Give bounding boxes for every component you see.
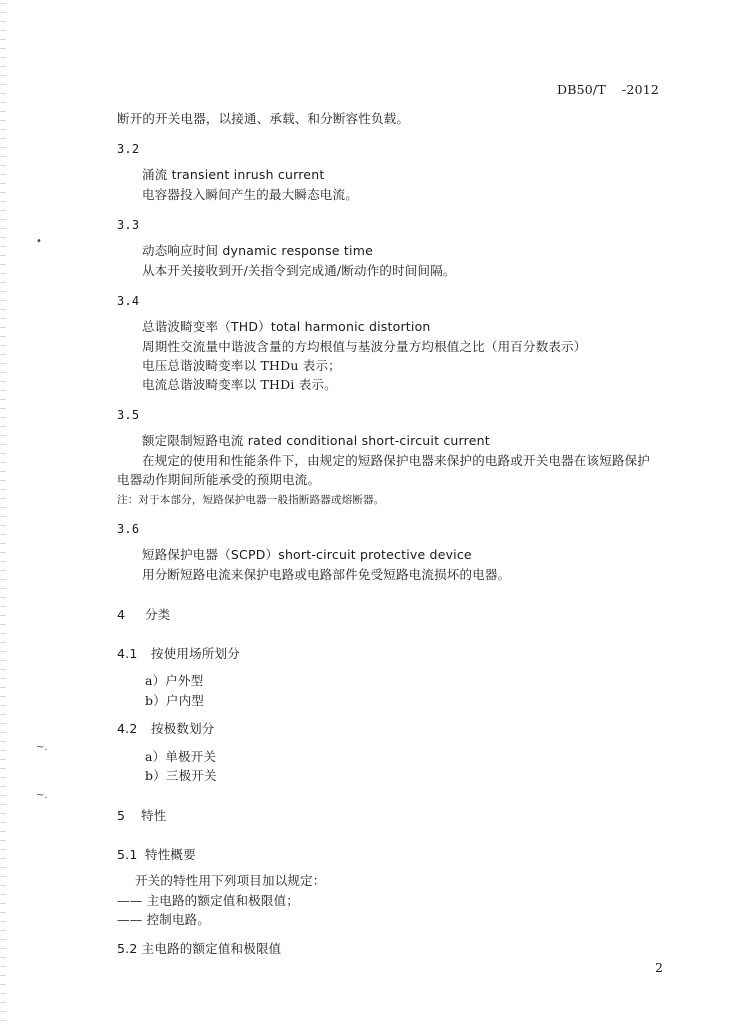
clause-3-5-term: 额定限制短路电流 rated conditional short-circuit current bbox=[142, 433, 490, 448]
clause-4-1-number: 4.1 bbox=[117, 646, 138, 661]
scan-edge-marks bbox=[0, 0, 6, 1024]
clause-4-1-item-a: a）户外型 bbox=[145, 673, 204, 688]
clause-3-4-number: 3.4 bbox=[117, 294, 140, 308]
clause-3-5-note: 注：对于本部分，短路保护电器一般指断路器或熔断器。 bbox=[117, 494, 385, 506]
clause-4-2-item-b: b）三极开关 bbox=[145, 768, 217, 783]
clause-3-4-term: 总谐波畸变率（THD）total harmonic distortion bbox=[142, 319, 431, 334]
section-5-number: 5 bbox=[117, 808, 126, 823]
clause-5-1-number: 5.1 bbox=[117, 847, 138, 862]
clause-3-2-term: 涌流 transient inrush current bbox=[142, 167, 325, 182]
clause-3-5-definition-line2: 电器动作期间所能承受的预期电流。 bbox=[117, 472, 321, 487]
clause-4-1-item-b: b）户内型 bbox=[145, 693, 205, 708]
clause-4-1-title: 按使用场所划分 bbox=[151, 646, 240, 661]
clause-3-3-number: 3.3 bbox=[117, 218, 140, 232]
clause-3-4-voltage-note: 电压总谐波畸变率以 THDu 表示； bbox=[142, 358, 341, 373]
clause-4-2-item-a: a）单极开关 bbox=[145, 749, 217, 764]
clause-3-4-definition: 周期性交流量中谐波含量的方均根值与基波分量方均根值之比（用百分数表示） bbox=[142, 339, 587, 354]
scan-speck: • bbox=[36, 236, 42, 247]
section-4-number: 4 bbox=[117, 607, 126, 622]
clause-5-1-item-1: —— 主电路的额定值和极限值； bbox=[117, 893, 299, 908]
section-5-title: 特性 bbox=[141, 808, 167, 823]
clause-5-1-title: 特性概要 bbox=[145, 847, 196, 862]
clause-3-3-definition: 从本开关接收到开/关指令到完成通/断动作的时间间隔。 bbox=[142, 263, 456, 278]
clause-5-1-item-2: —— 控制电路。 bbox=[117, 912, 211, 927]
clause-4-2-title: 按极数划分 bbox=[151, 721, 215, 736]
section-4-title: 分类 bbox=[145, 607, 171, 622]
clause-3-4-current-note: 电流总谐波畸变率以 THDi 表示。 bbox=[142, 377, 337, 392]
clause-3-6-term: 短路保护电器（SCPD）short-circuit protective device bbox=[142, 547, 472, 562]
clause-3-6-definition: 用分断短路电流来保护电路或电路部件免受短路电流损坏的电器。 bbox=[142, 567, 511, 582]
clause-4-2-number: 4.2 bbox=[117, 721, 138, 736]
scan-speck: ~. bbox=[36, 742, 48, 753]
page-number: 2 bbox=[655, 960, 664, 975]
clause-3-6-number: 3.6 bbox=[117, 522, 140, 536]
clause-3-5-number: 3.5 bbox=[117, 408, 140, 422]
scan-speck: ~. bbox=[36, 790, 48, 801]
clause-3-2-definition: 电容器投入瞬间产生的最大瞬态电流。 bbox=[142, 187, 358, 202]
clause-5-2-heading: 5.2 主电路的额定值和极限值 bbox=[117, 941, 282, 956]
standard-year: -2012 bbox=[622, 82, 660, 97]
clause-3-3-term: 动态响应时间 dynamic response time bbox=[142, 243, 373, 258]
intro-text: 断开的开关电器，以接通、承载、和分断容性负载。 bbox=[117, 111, 410, 126]
clause-5-1-paragraph: 开关的特性用下列项目加以规定： bbox=[135, 873, 326, 888]
clause-3-2-number: 3.2 bbox=[117, 142, 140, 156]
standard-code: DB50/T bbox=[557, 82, 606, 97]
clause-3-5-definition-line1: 在规定的使用和性能条件下，由规定的短路保护电器来保护的电路或开关电器在该短路保护 bbox=[142, 453, 651, 468]
